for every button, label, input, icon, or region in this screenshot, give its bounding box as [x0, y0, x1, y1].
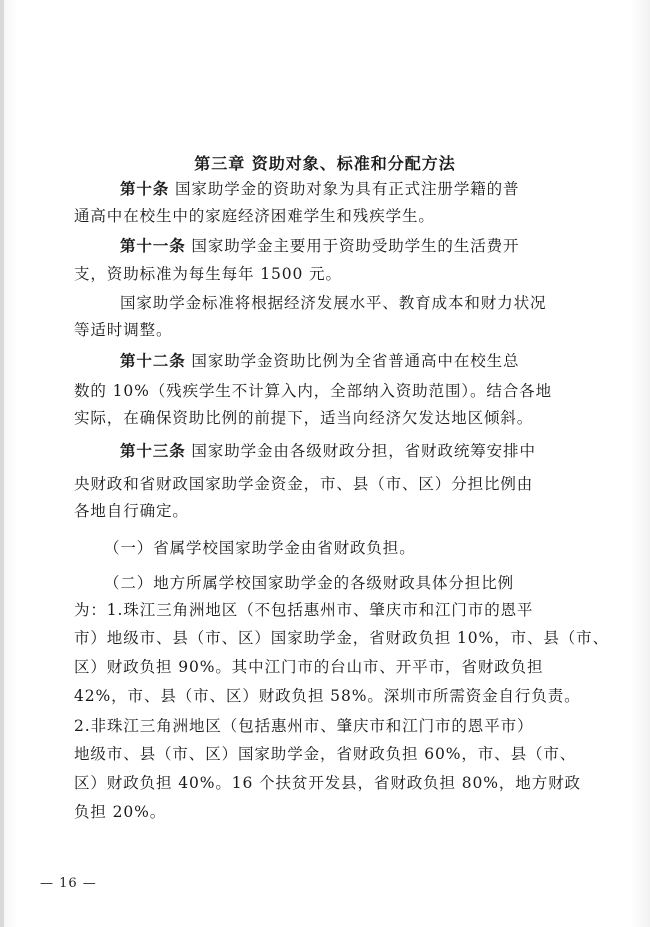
line-text: 国家助学金标准将根据经济发展水平、教育成本和财力状况 — [120, 294, 547, 312]
text-line — [74, 716, 533, 736]
text-line — [74, 408, 533, 428]
line-text: 市）地级市、县（市、区）国家助学金，省财政负担 10%，市、县（市、 — [74, 629, 609, 647]
line-text: 各地自行确定。 — [74, 502, 189, 520]
line-text: 实际，在确保资助比例的前提下，适当向经济欠发达地区倾斜。 — [74, 409, 534, 427]
text-line — [74, 600, 533, 620]
text-line — [74, 628, 609, 648]
line-text: 为：1.珠江三角洲地区（不包括惠州市、肇庆市和江门市的恩平 — [74, 601, 534, 619]
article-label: 第十三条 — [120, 441, 186, 460]
text-line — [74, 686, 581, 706]
page-number: — 16 — — [40, 876, 97, 891]
line-text: 42%，市、县（市、区）财政负担 58%。深圳市所需资金自行负责。 — [74, 687, 581, 705]
text-line — [74, 501, 189, 521]
line-text: 2.非珠江三角洲地区（包括惠州市、肇庆市和江门市的恩平市） — [74, 717, 534, 735]
text-line — [74, 320, 172, 340]
line-text: 数的 10%（残疾学生不计算入内，全部纳入资助范围）。结合各地 — [74, 382, 553, 400]
line-text: （一）省属学校国家助学金由省财政负担。 — [104, 539, 416, 557]
text-line — [74, 802, 166, 822]
article-label: 第十条 — [120, 179, 170, 198]
line-text: 地级市、县（市、区）国家助学金，省财政负担 60%，市、县（市、 — [74, 745, 577, 763]
text-line — [74, 474, 533, 494]
line-text: 通高中在校生中的家庭经济困难学生和残疾学生。 — [74, 207, 435, 225]
text-line — [74, 773, 581, 793]
text-line — [74, 744, 576, 764]
line-text: 负担 20%。 — [74, 803, 167, 821]
line-text: 国家助学金主要用于资助受助学生的生活费开 — [185, 237, 520, 255]
line-text: 央财政和省财政国家助学金资金，市、县（市、区）分担比例由 — [74, 475, 534, 493]
text-line — [74, 381, 552, 401]
text-line — [120, 236, 519, 256]
line-text: 等适时调整。 — [74, 321, 173, 339]
article-label: 第十一条 — [120, 236, 186, 255]
line-text: 支，资助标准为每生每年 1500 元。 — [74, 265, 342, 283]
text-line — [120, 441, 536, 461]
line-text: 国家助学金资助比例为全省普通高中在校生总 — [185, 352, 520, 370]
scan-edge — [0, 0, 4, 927]
text-line — [74, 657, 543, 677]
text-line — [104, 573, 514, 593]
line-text: （二）地方所属学校国家助学金的各级财政具体分担比例 — [104, 574, 515, 592]
text-line — [74, 264, 342, 284]
line-text: 区）财政负担 40%。16 个扶贫开发县，省财政负担 80%，地方财政 — [74, 774, 581, 792]
article-label: 第十二条 — [120, 351, 186, 370]
line-text: 区）财政负担 90%。其中江门市的台山市、开平市，省财政负担 — [74, 658, 544, 676]
text-line — [120, 351, 519, 371]
line-text: 国家助学金的资助对象为具有正式注册学籍的普 — [169, 180, 520, 198]
line-text: 国家助学金由各级财政分担，省财政统筹安排中 — [185, 442, 536, 460]
text-line — [120, 293, 546, 313]
text-line — [120, 179, 519, 199]
chapter-title: 第三章 资助对象、标准和分配方法 — [194, 154, 456, 173]
text-line — [74, 206, 435, 226]
text-line — [104, 538, 416, 558]
